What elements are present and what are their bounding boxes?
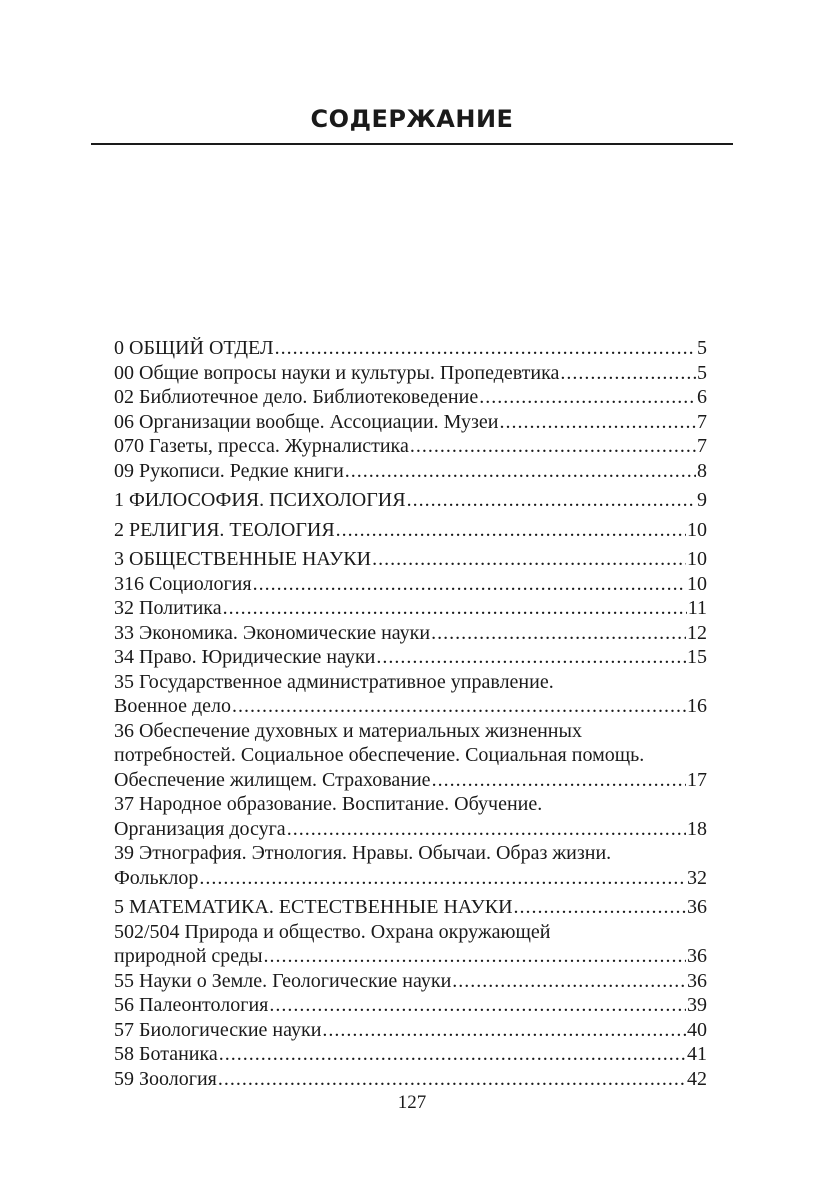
- dot-leader: [345, 459, 696, 484]
- toc-entry-row: [114, 336, 707, 361]
- title-underline: [91, 143, 733, 145]
- dot-leader: [199, 866, 686, 891]
- page-title: СОДЕРЖАНИЕ: [310, 105, 514, 133]
- toc-entry-row: [114, 385, 707, 410]
- toc-entry-row: [114, 488, 707, 513]
- toc-entry: [114, 596, 707, 621]
- toc-entry-line: 35 Государственное административное управление.: [114, 670, 554, 693]
- dot-leader: [560, 361, 696, 386]
- toc-entry-row: [114, 1067, 707, 1092]
- toc-entry-row: [114, 768, 707, 793]
- toc-entry-row: [114, 518, 707, 543]
- dot-leader: [372, 547, 686, 572]
- toc-entry-page: 8: [697, 459, 707, 482]
- toc-entry: [114, 518, 707, 543]
- toc-entry-page: 12: [687, 621, 707, 644]
- toc-entry-row: [114, 621, 707, 646]
- toc-entry-page: 15: [687, 646, 707, 668]
- toc-entry-line: 36 Обеспечение духовных и материальных жизненных: [114, 719, 582, 742]
- toc-entry-row: [114, 547, 707, 572]
- toc-entry-title: 316 Социология: [114, 572, 252, 595]
- toc-entry-row: [114, 361, 707, 386]
- toc-entry-page: 7: [697, 435, 707, 457]
- toc-entry-title: 58 Ботаника: [114, 1043, 218, 1065]
- dot-leader: [232, 694, 686, 719]
- toc-entry-page: 6: [697, 386, 707, 408]
- toc-entry-title: 32 Политика: [114, 597, 222, 619]
- dot-leader: [407, 488, 696, 513]
- toc-entry-row: [114, 944, 707, 969]
- toc-entry: [114, 572, 707, 597]
- toc-entry-title: 59 Зоология: [114, 1067, 217, 1090]
- toc-entry-row: [114, 1042, 707, 1067]
- toc-entry: [114, 670, 707, 719]
- dot-leader: [322, 1018, 686, 1043]
- toc-entry-page: 42: [687, 1067, 707, 1090]
- dot-leader: [223, 596, 687, 621]
- toc-entry-title: 3 ОБЩЕСТВЕННЫЕ НАУКИ: [114, 548, 372, 570]
- toc-entry-title: 57 Биологические науки: [114, 1018, 322, 1041]
- toc-entry: [114, 895, 707, 920]
- toc-entry: [114, 410, 707, 435]
- toc-entry-line: 37 Народное образование. Воспитание. Обучение.: [114, 793, 543, 815]
- dot-leader: [218, 1067, 686, 1092]
- toc-entry-page: 10: [687, 572, 707, 595]
- toc-entry-title: 0 ОБЩИЙ ОТДЕЛ: [114, 337, 274, 359]
- toc-entry-row: [114, 596, 707, 621]
- toc-entry-line: потребностей. Социальное обеспечение. Социальная помощь.: [114, 744, 645, 766]
- dot-leader: [431, 621, 686, 646]
- toc-entry-row: [114, 993, 707, 1018]
- toc-entry-page: 18: [687, 817, 707, 840]
- toc-entry-row: [114, 1018, 707, 1043]
- table-of-contents: [114, 336, 707, 1091]
- toc-entry-title: Фольклор: [114, 866, 199, 889]
- toc-entry-page: 32: [687, 866, 707, 889]
- toc-entry-row: [114, 895, 707, 920]
- toc-entry-row: [114, 410, 707, 435]
- toc-entry-row: [114, 572, 707, 597]
- toc-entry: [114, 434, 707, 459]
- toc-entry-title: 00 Общие вопросы науки и культуры. Пропедевтика: [114, 361, 560, 384]
- toc-entry-title: 55 Науки о Земле. Геологические науки: [114, 969, 452, 992]
- toc-entry-page: 10: [687, 518, 707, 541]
- toc-entry-title: 5 МАТЕМАТИКА. ЕСТЕСТВЕННЫЕ НАУКИ: [114, 896, 513, 918]
- toc-entry: [114, 488, 707, 513]
- dot-leader: [275, 336, 696, 361]
- dot-leader: [253, 572, 686, 597]
- toc-entry-title: природной среды: [114, 945, 263, 967]
- toc-entry: [114, 459, 707, 484]
- toc-entry-title: 1 ФИЛОСОФИЯ. ПСИХОЛОГИЯ: [114, 489, 406, 511]
- toc-entry-row: [114, 434, 707, 459]
- toc-entry: [114, 645, 707, 670]
- toc-entry: [114, 385, 707, 410]
- dot-leader: [219, 1042, 686, 1067]
- dot-leader: [287, 817, 686, 842]
- toc-entry-line: 502/504 Природа и общество. Охрана окружающей: [114, 920, 551, 943]
- toc-entry-page: 36: [687, 945, 707, 967]
- toc-entry-page: 39: [687, 994, 707, 1016]
- toc-entry-page: 17: [687, 768, 707, 791]
- dot-leader: [264, 944, 686, 969]
- dot-leader: [479, 385, 696, 410]
- toc-entry: [114, 719, 707, 793]
- toc-entry-page: 10: [687, 548, 707, 570]
- toc-entry: [114, 792, 707, 841]
- toc-entry: [114, 969, 707, 994]
- toc-entry: [114, 361, 707, 386]
- toc-entry: [114, 547, 707, 572]
- toc-entry-page: 5: [697, 337, 707, 359]
- toc-entry-row: [114, 694, 707, 719]
- dot-leader: [410, 434, 696, 459]
- toc-entry-page: 9: [697, 489, 707, 511]
- toc-entry: [114, 1018, 707, 1043]
- toc-entry: [114, 920, 707, 969]
- toc-entry: [114, 1042, 707, 1067]
- toc-entry-row: [114, 866, 707, 891]
- toc-entry-title: 070 Газеты, пресса. Журналистика: [114, 435, 409, 457]
- toc-entry-page: 36: [687, 896, 707, 918]
- toc-entry-row: [114, 459, 707, 484]
- dot-leader: [336, 518, 686, 543]
- toc-entry: [114, 621, 707, 646]
- toc-entry-line: 39 Этнография. Этнология. Нравы. Обычаи. Образ жизни.: [114, 842, 612, 864]
- page-number: 127: [397, 1092, 427, 1113]
- dot-leader: [376, 645, 686, 670]
- toc-entry-title: 56 Палеонтология: [114, 994, 269, 1016]
- dot-leader: [452, 969, 686, 994]
- toc-entry-title: Организация досуга: [114, 817, 286, 840]
- toc-entry-title: Военное дело: [114, 695, 232, 717]
- toc-entry-page: 16: [687, 695, 707, 717]
- toc-entry-row: [114, 817, 707, 842]
- toc-entry-title: 02 Библиотечное дело. Библиотековедение: [114, 386, 479, 408]
- toc-entry-row: [114, 645, 707, 670]
- toc-entry-title: 2 РЕЛИГИЯ. ТЕОЛОГИЯ: [114, 518, 335, 541]
- dot-leader: [269, 993, 686, 1018]
- toc-entry-page: 36: [687, 969, 707, 992]
- toc-entry-page: 7: [697, 410, 707, 433]
- toc-entry: [114, 841, 707, 890]
- toc-entry-page: 41: [687, 1043, 707, 1065]
- toc-entry-page: 11: [687, 597, 707, 619]
- toc-entry: [114, 1067, 707, 1092]
- dot-leader: [514, 895, 686, 920]
- toc-entry: [114, 336, 707, 361]
- toc-entry: [114, 993, 707, 1018]
- toc-entry-title: Обеспечение жилищем. Страхование: [114, 768, 431, 791]
- toc-entry-page: 5: [697, 361, 707, 384]
- toc-entry-title: 06 Организации вообще. Ассоциации. Музеи: [114, 410, 499, 433]
- toc-entry-page: 40: [687, 1018, 707, 1041]
- dot-leader: [432, 768, 686, 793]
- dot-leader: [499, 410, 696, 435]
- toc-entry-row: [114, 969, 707, 994]
- toc-entry-title: 33 Экономика. Экономические науки: [114, 621, 431, 644]
- toc-entry-title: 34 Право. Юридические науки: [114, 646, 376, 668]
- toc-entry-title: 09 Рукописи. Редкие книги: [114, 459, 344, 482]
